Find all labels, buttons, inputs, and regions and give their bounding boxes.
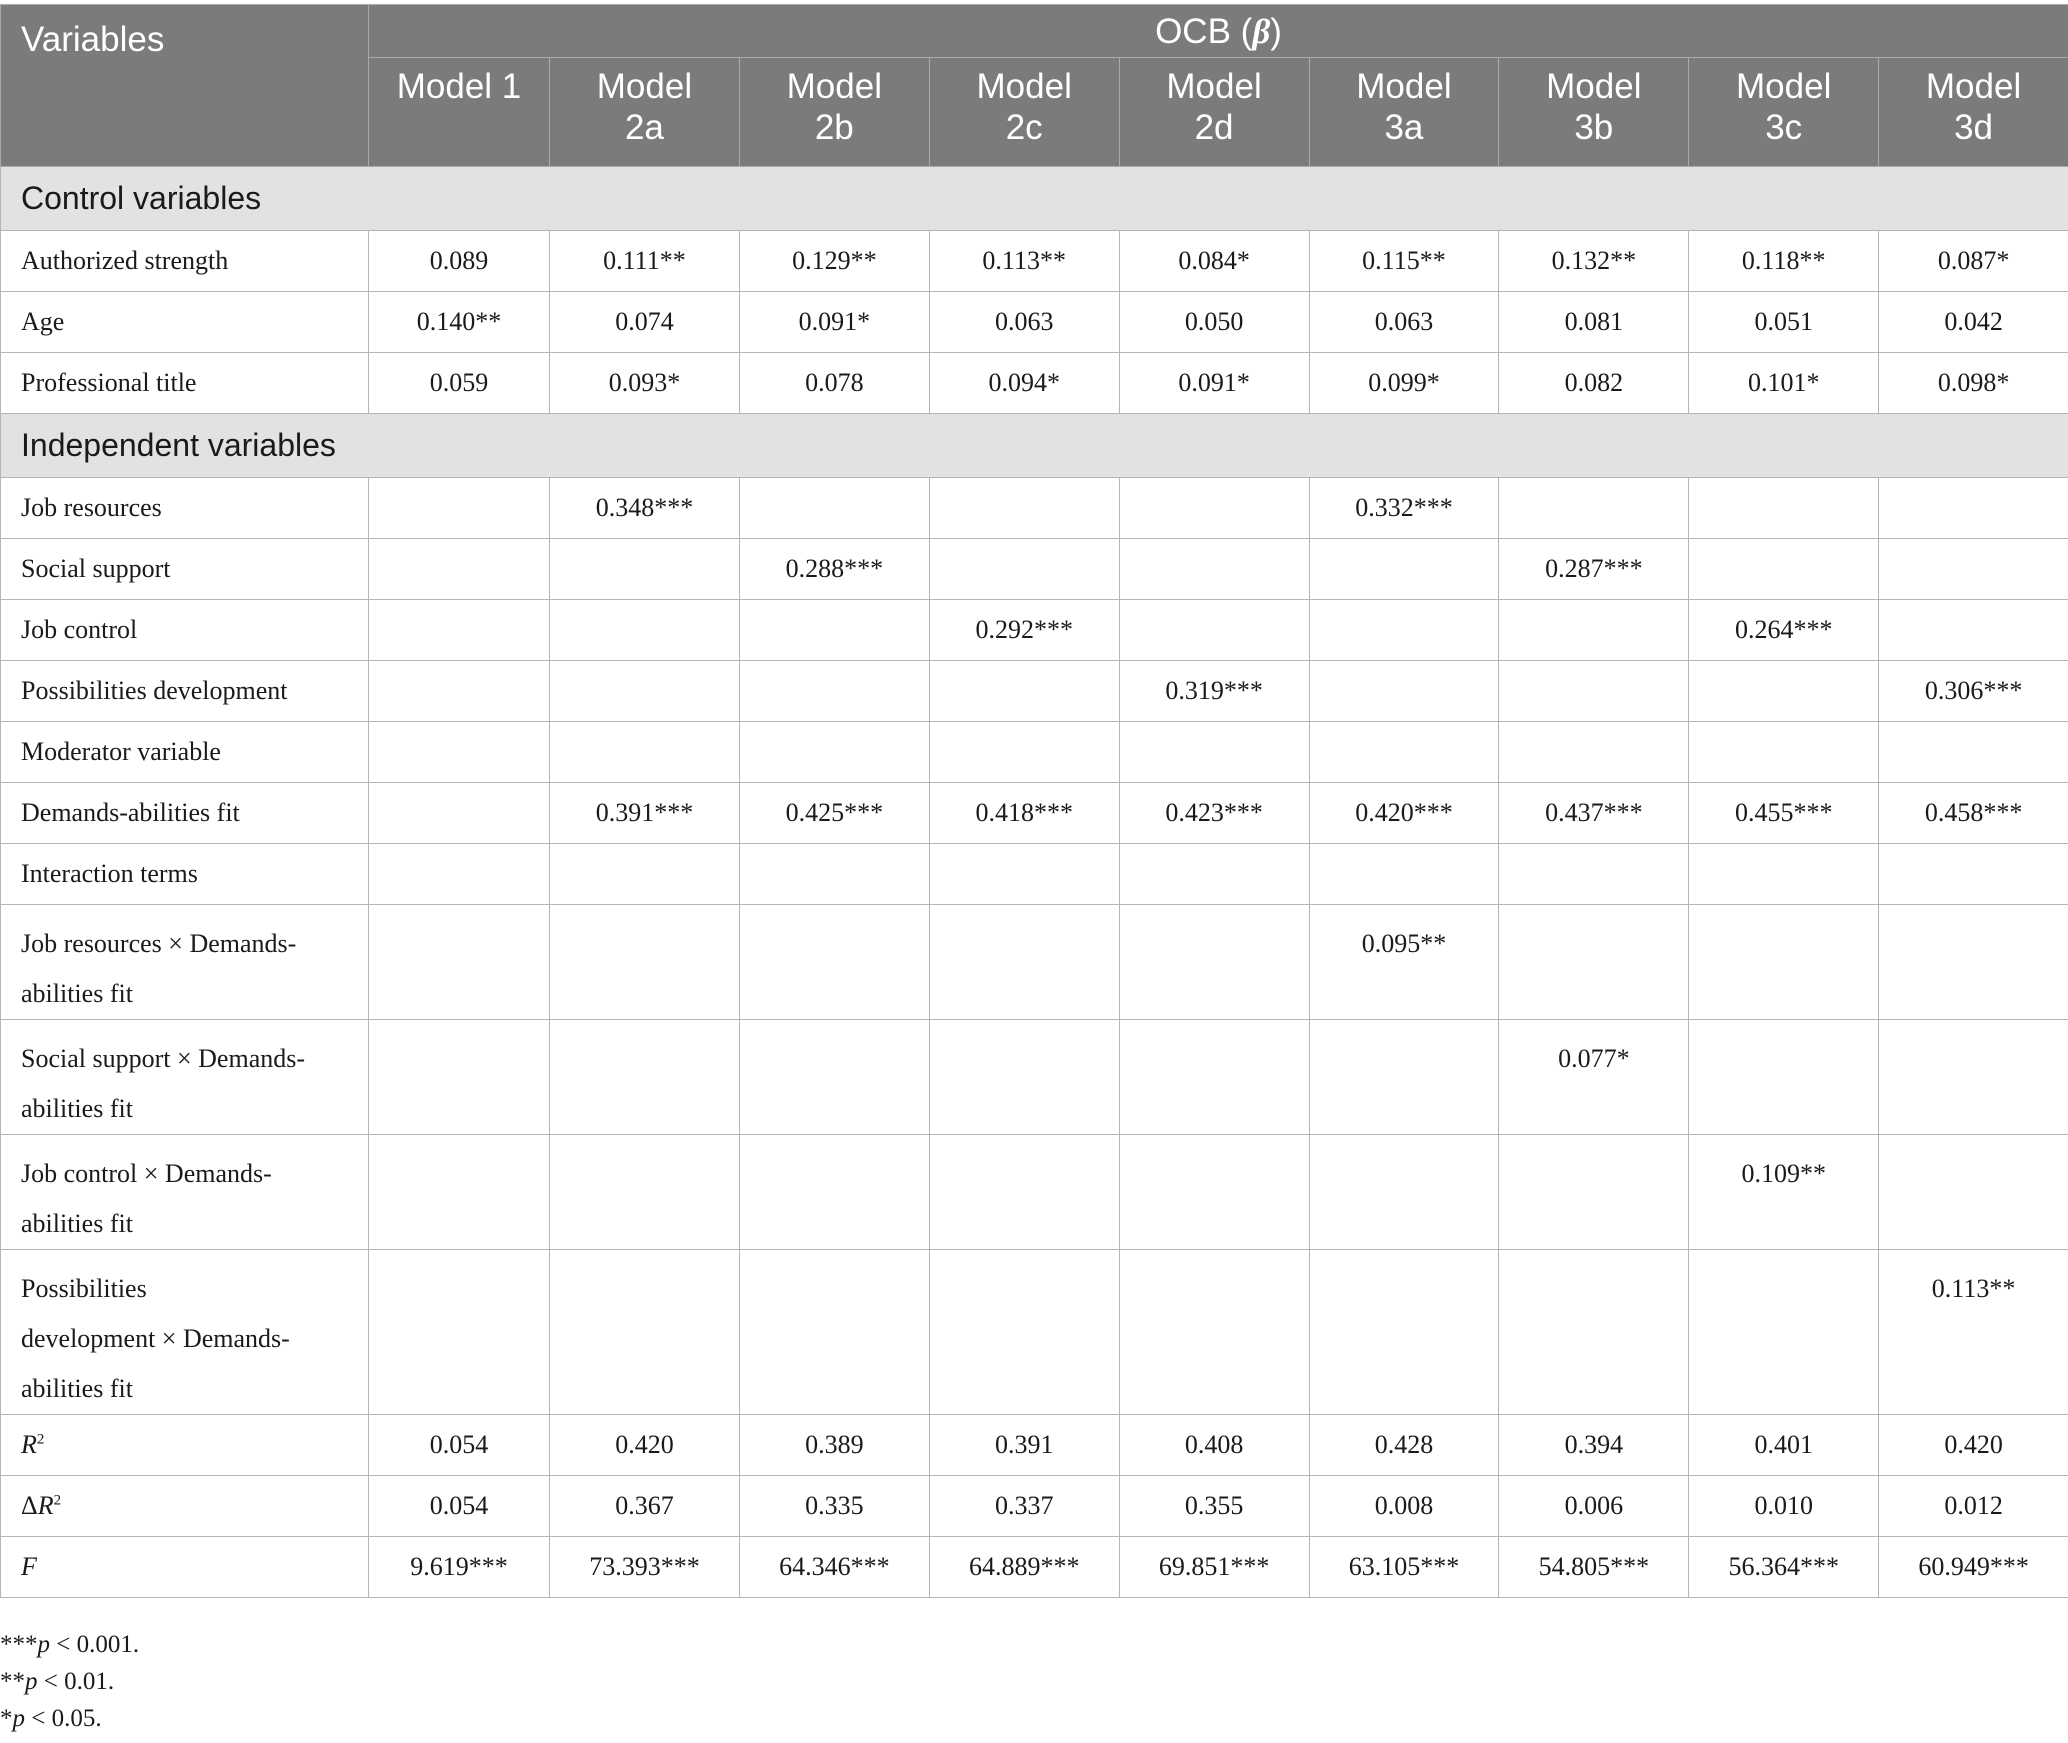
value-cell bbox=[1119, 905, 1309, 1020]
value-cell: 0.129** bbox=[739, 231, 929, 292]
value-cell bbox=[1689, 1020, 1879, 1135]
value-cell bbox=[1119, 478, 1309, 539]
value-cell: 0.288*** bbox=[739, 539, 929, 600]
value-cell bbox=[1499, 844, 1689, 905]
value-cell: 0.335 bbox=[739, 1476, 929, 1537]
value-cell: 0.420*** bbox=[1309, 783, 1499, 844]
footnote: **p < 0.01. bbox=[0, 1668, 115, 1695]
row-label: F bbox=[1, 1537, 369, 1598]
value-cell bbox=[1879, 539, 2068, 600]
value-cell bbox=[739, 1135, 929, 1250]
value-cell: 0.094* bbox=[929, 353, 1119, 414]
section-row-independent bbox=[1, 414, 2068, 478]
value-cell: 0.113** bbox=[929, 231, 1119, 292]
value-cell: 0.423*** bbox=[1119, 783, 1309, 844]
value-cell: 0.006 bbox=[1499, 1476, 1689, 1537]
value-cell bbox=[929, 1020, 1119, 1135]
table-row bbox=[1, 353, 2068, 414]
row-label: Possibilities development bbox=[1, 661, 369, 722]
value-cell: 0.332*** bbox=[1309, 478, 1499, 539]
value-cell: 0.132** bbox=[1499, 231, 1689, 292]
value-cell bbox=[1309, 722, 1499, 783]
value-cell bbox=[550, 1250, 740, 1415]
value-cell: 0.420 bbox=[1879, 1415, 2068, 1476]
value-cell bbox=[1689, 722, 1879, 783]
model-header-suffix: 2b bbox=[814, 108, 854, 147]
value-cell: 0.012 bbox=[1879, 1476, 2068, 1537]
value-cell bbox=[369, 905, 550, 1020]
value-cell bbox=[1689, 478, 1879, 539]
value-cell bbox=[1309, 844, 1499, 905]
value-cell: 0.063 bbox=[929, 292, 1119, 353]
row-label: $\Delta R^2$ bbox=[1, 1476, 369, 1537]
value-cell bbox=[1499, 722, 1689, 783]
value-cell bbox=[369, 539, 550, 600]
table-row bbox=[1, 600, 2068, 661]
table-row bbox=[1, 1250, 2068, 1415]
footnote: *p < 0.05. bbox=[0, 1705, 102, 1732]
value-cell: 0.099* bbox=[1309, 353, 1499, 414]
value-cell bbox=[1499, 1135, 1689, 1250]
value-cell bbox=[369, 600, 550, 661]
table-row bbox=[1, 844, 2068, 905]
value-cell: 0.084* bbox=[1119, 231, 1309, 292]
value-cell: 0.042 bbox=[1879, 292, 2068, 353]
value-cell: 0.287*** bbox=[1499, 539, 1689, 600]
model-header: Model 2c bbox=[929, 58, 1119, 167]
value-cell bbox=[1119, 1135, 1309, 1250]
model-header-suffix: 3b bbox=[1574, 108, 1614, 147]
value-cell bbox=[1119, 844, 1309, 905]
model-header-suffix: 3c bbox=[1765, 108, 1803, 147]
value-cell bbox=[550, 1020, 740, 1135]
value-cell: 0.118** bbox=[1689, 231, 1879, 292]
value-cell bbox=[369, 478, 550, 539]
value-cell bbox=[929, 478, 1119, 539]
value-cell: 64.889*** bbox=[929, 1537, 1119, 1598]
value-cell bbox=[1309, 1250, 1499, 1415]
table-row bbox=[1, 1476, 2068, 1537]
value-cell: 54.805*** bbox=[1499, 1537, 1689, 1598]
model-header-suffix: 2c bbox=[1005, 108, 1043, 147]
row-label: Interaction terms bbox=[1, 844, 369, 905]
model-header: Model 2b bbox=[739, 58, 929, 167]
table-row bbox=[1, 478, 2068, 539]
value-cell: 0.355 bbox=[1119, 1476, 1309, 1537]
regression-table bbox=[0, 4, 2068, 1598]
table-row bbox=[1, 1135, 2068, 1250]
value-cell: 0.113** bbox=[1879, 1250, 2068, 1415]
value-cell: 0.292*** bbox=[929, 600, 1119, 661]
value-cell: 0.051 bbox=[1689, 292, 1879, 353]
value-cell bbox=[1309, 1135, 1499, 1250]
value-cell bbox=[1689, 661, 1879, 722]
value-cell: 0.054 bbox=[369, 1415, 550, 1476]
table-row bbox=[1, 722, 2068, 783]
value-cell bbox=[929, 661, 1119, 722]
value-cell: 56.364*** bbox=[1689, 1537, 1879, 1598]
value-cell bbox=[1119, 539, 1309, 600]
value-cell bbox=[1879, 844, 2068, 905]
value-cell: 0.391 bbox=[929, 1415, 1119, 1476]
value-cell bbox=[550, 844, 740, 905]
table-row bbox=[1, 905, 2068, 1020]
value-cell: 0.420 bbox=[550, 1415, 740, 1476]
value-cell: 0.087* bbox=[1879, 231, 2068, 292]
row-label: Demands-abilities fit bbox=[1, 783, 369, 844]
ocb-group-label: OCB (β) bbox=[1155, 11, 1282, 51]
value-cell: 0.367 bbox=[550, 1476, 740, 1537]
value-cell bbox=[1309, 539, 1499, 600]
model-header-suffix: 3d bbox=[1954, 108, 1994, 147]
value-cell: 0.059 bbox=[369, 353, 550, 414]
value-cell: 0.008 bbox=[1309, 1476, 1499, 1537]
model-header: Model 2d bbox=[1119, 58, 1309, 167]
value-cell: 0.050 bbox=[1119, 292, 1309, 353]
model-header: Model 2a bbox=[550, 58, 740, 167]
value-cell: 0.408 bbox=[1119, 1415, 1309, 1476]
value-cell bbox=[1499, 478, 1689, 539]
value-cell: 0.081 bbox=[1499, 292, 1689, 353]
table-row bbox=[1, 1537, 2068, 1598]
value-cell bbox=[1689, 844, 1879, 905]
value-cell: 0.319*** bbox=[1119, 661, 1309, 722]
value-cell bbox=[929, 539, 1119, 600]
value-cell: 0.093* bbox=[550, 353, 740, 414]
value-cell bbox=[369, 1250, 550, 1415]
model-header: Model 3c bbox=[1689, 58, 1879, 167]
value-cell: 0.111** bbox=[550, 231, 740, 292]
value-cell: 0.418*** bbox=[929, 783, 1119, 844]
row-label: Authorized strength bbox=[1, 231, 369, 292]
ocb-group-header bbox=[369, 5, 2068, 58]
row-label: Social support × Demands- abilities fit bbox=[1, 1020, 369, 1135]
value-cell bbox=[369, 722, 550, 783]
value-cell bbox=[1309, 1020, 1499, 1135]
section-row-control bbox=[1, 167, 2068, 231]
table-header bbox=[1, 5, 2068, 167]
row-label: $R^2$ bbox=[1, 1415, 369, 1476]
value-cell bbox=[739, 905, 929, 1020]
value-cell bbox=[1879, 905, 2068, 1020]
value-cell: 0.078 bbox=[739, 353, 929, 414]
value-cell bbox=[1879, 478, 2068, 539]
table-row bbox=[1, 539, 2068, 600]
value-cell bbox=[369, 661, 550, 722]
table-row bbox=[1, 1415, 2068, 1476]
variables-header: Variables bbox=[1, 5, 369, 167]
value-cell bbox=[369, 783, 550, 844]
value-cell: 0.010 bbox=[1689, 1476, 1879, 1537]
value-cell bbox=[1499, 905, 1689, 1020]
value-cell bbox=[1879, 600, 2068, 661]
value-cell: 63.105*** bbox=[1309, 1537, 1499, 1598]
value-cell bbox=[1119, 1020, 1309, 1135]
table-row bbox=[1, 292, 2068, 353]
model-header-suffix: 2a bbox=[624, 108, 664, 147]
value-cell bbox=[739, 1250, 929, 1415]
value-cell: 9.619*** bbox=[369, 1537, 550, 1598]
value-cell: 0.437*** bbox=[1499, 783, 1689, 844]
value-cell: 0.098* bbox=[1879, 353, 2068, 414]
footnotes bbox=[0, 1626, 139, 1737]
table-body bbox=[1, 167, 2068, 1598]
footnote: ***p < 0.001. bbox=[0, 1631, 140, 1658]
value-cell: 0.082 bbox=[1499, 353, 1689, 414]
value-cell bbox=[739, 478, 929, 539]
value-cell bbox=[739, 844, 929, 905]
value-cell: 0.306*** bbox=[1879, 661, 2068, 722]
value-cell: 0.063 bbox=[1309, 292, 1499, 353]
value-cell: 0.091* bbox=[1119, 353, 1309, 414]
table-row bbox=[1, 231, 2068, 292]
value-cell: 0.095** bbox=[1309, 905, 1499, 1020]
row-label: Job resources bbox=[1, 478, 369, 539]
value-cell: 0.425*** bbox=[739, 783, 929, 844]
value-cell: 0.264*** bbox=[1689, 600, 1879, 661]
model-header: Model 3d bbox=[1879, 58, 2068, 167]
value-cell bbox=[1689, 539, 1879, 600]
value-cell bbox=[369, 1135, 550, 1250]
value-cell: 0.101* bbox=[1689, 353, 1879, 414]
value-cell bbox=[1309, 600, 1499, 661]
value-cell bbox=[1879, 722, 2068, 783]
value-cell bbox=[550, 600, 740, 661]
value-cell: 60.949*** bbox=[1879, 1537, 2068, 1598]
model-header-suffix: 3a bbox=[1384, 108, 1424, 147]
model-header: Model 1 bbox=[369, 58, 550, 167]
value-cell: 64.346*** bbox=[739, 1537, 929, 1598]
value-cell bbox=[1689, 905, 1879, 1020]
section-label: Independent variables bbox=[1, 414, 2068, 478]
value-cell bbox=[739, 661, 929, 722]
section-label: Control variables bbox=[1, 167, 2068, 231]
value-cell: 0.348*** bbox=[550, 478, 740, 539]
value-cell bbox=[739, 1020, 929, 1135]
value-cell bbox=[1879, 1135, 2068, 1250]
value-cell: 73.393*** bbox=[550, 1537, 740, 1598]
value-cell bbox=[929, 1250, 1119, 1415]
value-cell: 0.391*** bbox=[550, 783, 740, 844]
value-cell: 0.091* bbox=[739, 292, 929, 353]
value-cell: 0.109** bbox=[1689, 1135, 1879, 1250]
model-header: Model 3b bbox=[1499, 58, 1689, 167]
row-label: Job control × Demands- abilities fit bbox=[1, 1135, 369, 1250]
value-cell: 69.851*** bbox=[1119, 1537, 1309, 1598]
value-cell bbox=[550, 661, 740, 722]
table-row bbox=[1, 661, 2068, 722]
row-label: Age bbox=[1, 292, 369, 353]
value-cell: 0.458*** bbox=[1879, 783, 2068, 844]
value-cell: 0.089 bbox=[369, 231, 550, 292]
value-cell: 0.401 bbox=[1689, 1415, 1879, 1476]
value-cell: 0.337 bbox=[929, 1476, 1119, 1537]
value-cell bbox=[550, 539, 740, 600]
value-cell bbox=[929, 722, 1119, 783]
value-cell: 0.115** bbox=[1309, 231, 1499, 292]
value-cell bbox=[739, 722, 929, 783]
value-cell bbox=[1499, 661, 1689, 722]
model-header: Model 3a bbox=[1309, 58, 1499, 167]
value-cell bbox=[1499, 1250, 1689, 1415]
value-cell bbox=[929, 1135, 1119, 1250]
value-cell bbox=[929, 844, 1119, 905]
model-header-suffix: 2d bbox=[1194, 108, 1234, 147]
row-label: Professional title bbox=[1, 353, 369, 414]
value-cell bbox=[1119, 722, 1309, 783]
table-row bbox=[1, 783, 2068, 844]
value-cell bbox=[929, 905, 1119, 1020]
value-cell bbox=[1309, 661, 1499, 722]
value-cell: 0.394 bbox=[1499, 1415, 1689, 1476]
value-cell: 0.140** bbox=[369, 292, 550, 353]
value-cell bbox=[1119, 1250, 1309, 1415]
value-cell: 0.428 bbox=[1309, 1415, 1499, 1476]
table-row bbox=[1, 1020, 2068, 1135]
value-cell bbox=[1689, 1250, 1879, 1415]
value-cell: 0.074 bbox=[550, 292, 740, 353]
value-cell bbox=[550, 722, 740, 783]
value-cell bbox=[369, 844, 550, 905]
row-label: Moderator variable bbox=[1, 722, 369, 783]
value-cell bbox=[1119, 600, 1309, 661]
value-cell: 0.077* bbox=[1499, 1020, 1689, 1135]
value-cell bbox=[550, 905, 740, 1020]
row-label: Job control bbox=[1, 600, 369, 661]
value-cell bbox=[739, 600, 929, 661]
row-label: Possibilities development × Demands- abilities fit bbox=[1, 1250, 369, 1415]
value-cell: 0.455*** bbox=[1689, 783, 1879, 844]
value-cell: 0.054 bbox=[369, 1476, 550, 1537]
value-cell bbox=[1499, 600, 1689, 661]
value-cell: 0.389 bbox=[739, 1415, 929, 1476]
value-cell bbox=[550, 1135, 740, 1250]
value-cell bbox=[1879, 1020, 2068, 1135]
value-cell bbox=[369, 1020, 550, 1135]
row-label: Social support bbox=[1, 539, 369, 600]
row-label: Job resources × Demands- abilities fit bbox=[1, 905, 369, 1020]
